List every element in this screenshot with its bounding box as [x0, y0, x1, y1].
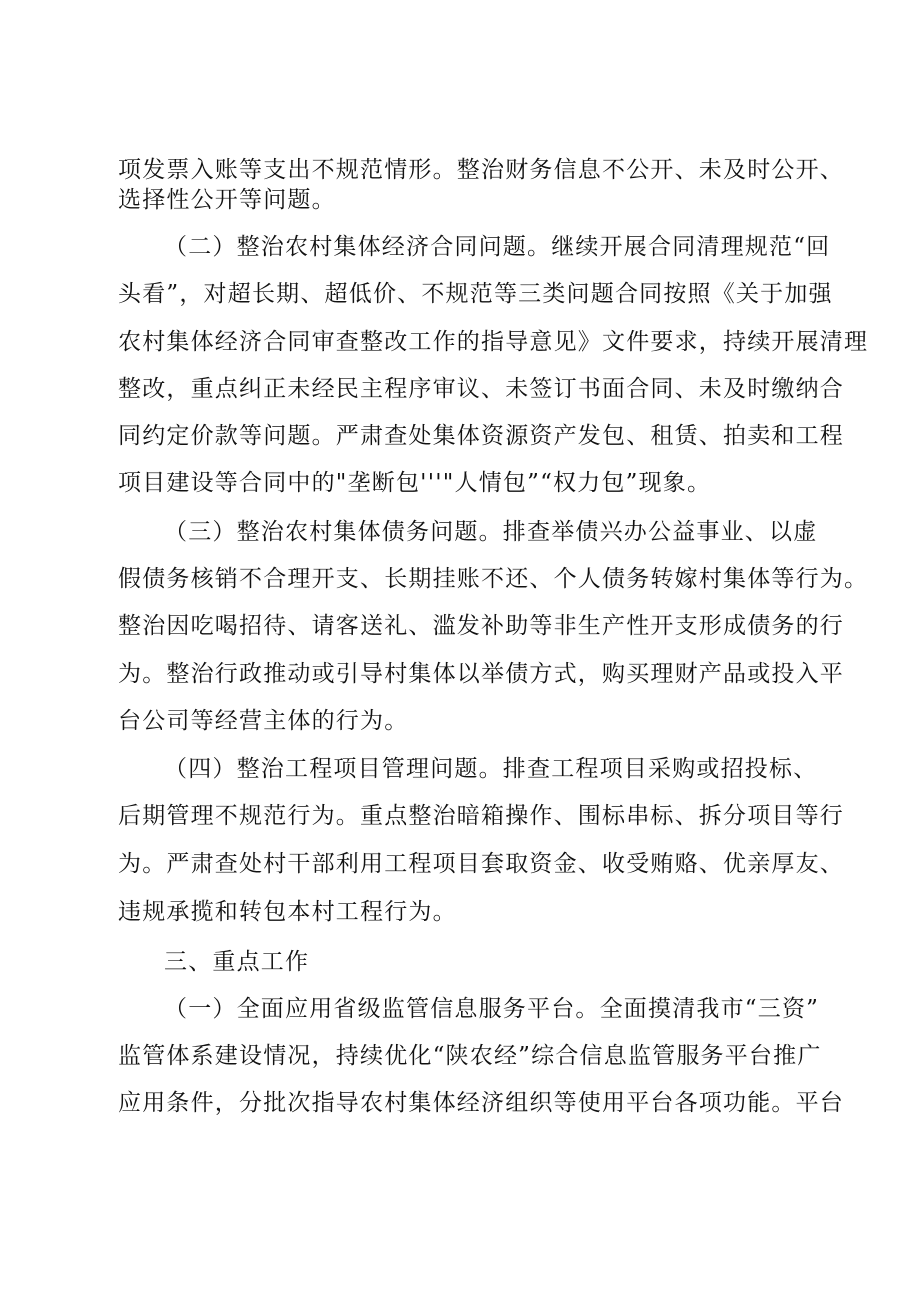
paragraph-heading-line: （一）全面应用省级监管信息服务平台。全面摸清我市“三资” [164, 996, 820, 1022]
section-heading: 三、重点工作 [164, 949, 310, 975]
body-text-line: 整改，重点纠正未经民主程序审议、未签订书面合同、未及时缴纳合 [118, 376, 844, 402]
body-text-line: 头看”，对超长期、超低价、不规范等三类问题合同按照《关于加强 [118, 281, 833, 307]
body-text-line: 选择性公开等问题。 [118, 187, 336, 213]
paragraph-heading-line: （四）整治工程项目管理问题。排查工程项目采购或招投标、 [164, 756, 818, 782]
body-text-line: 假债务核销不合理开支、长期挂账不还、个人债务转嫁村集体等行为。 [118, 566, 869, 592]
body-text-line: 监管体系建设情况，持续优化“陕农经”综合信息监管服务平台推广 [118, 1043, 822, 1069]
body-text-line: 后期管理不规范行为。重点整治暗箱操作、围标串标、拆分项目等行 [118, 803, 844, 829]
body-text-line: 为。严肃查处村干部利用工程项目套取资金、收受贿赂、优亲厚友、 [118, 851, 844, 877]
paragraph-heading-line: （三）整治农村集体债务问题。排查举债兴办公益事业、以虚 [164, 519, 818, 545]
body-text-line: 为。整治行政推动或引导村集体以举债方式，购买理财产品或投入平 [118, 661, 844, 687]
body-text-line: 同约定价款等问题。严肃查处集体资源资产发包、租赁、拍卖和工程 [118, 423, 844, 449]
paragraph-heading-line: （二）整治农村集体经济合同问题。继续开展合同清理规范“回 [164, 234, 831, 260]
body-text-line: 整治因吃喝招待、请客送礼、滥发补助等非生产性开支形成债务的行 [118, 613, 844, 639]
body-text-line: 项目建设等合同中的"垄断包'''"人情包”“权力包”现象。 [118, 470, 712, 496]
body-text-line: 应用条件，分批次指导农村集体经济组织等使用平台各项功能。平台 [118, 1090, 844, 1116]
body-text-line: 台公司等经营主体的行为。 [118, 708, 409, 734]
body-text-line: 违规承揽和转包本村工程行为。 [118, 899, 457, 925]
body-text-line: 项发票入账等支出不规范情形。整治财务信息不公开、未及时公开、 [118, 157, 844, 183]
body-text-line: 农村集体经济合同审查整改工作的指导意见》文件要求，持续开展清理 [118, 329, 869, 355]
